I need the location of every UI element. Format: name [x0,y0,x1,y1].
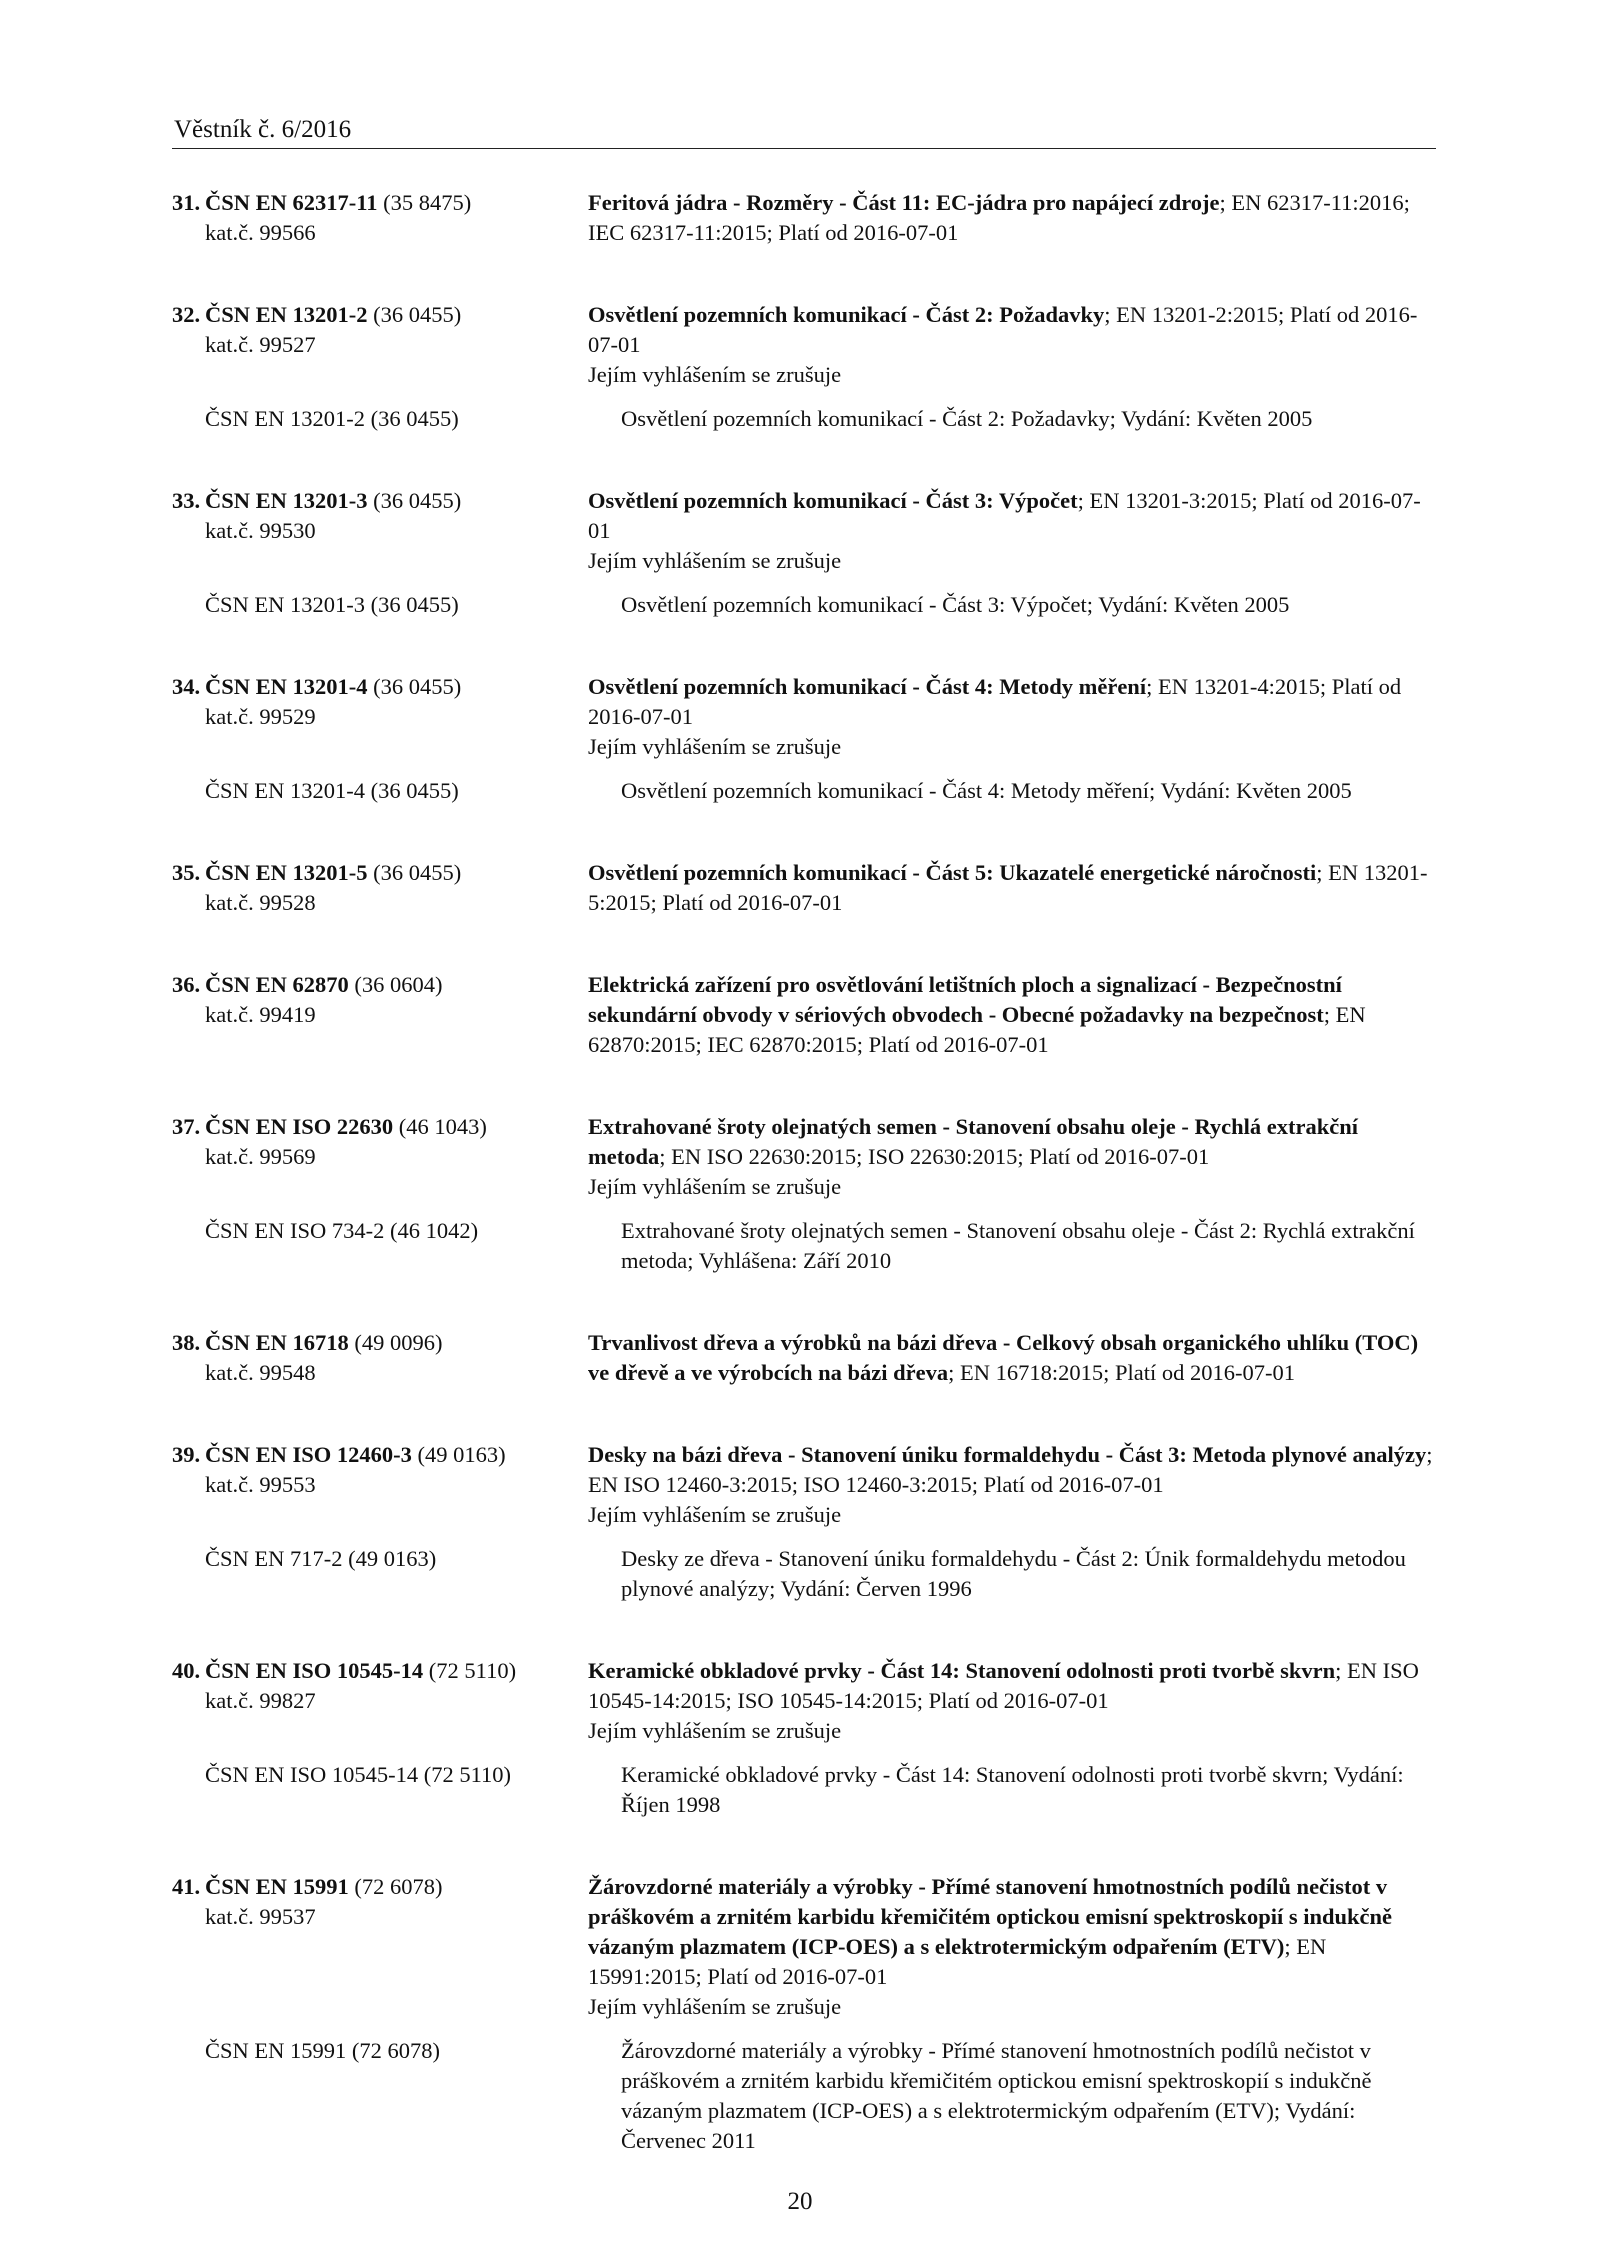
standard-title: Osvětlení pozemních komunikací - Část 3: Výpočet [588,488,1078,513]
entry-identifier [172,672,588,762]
entry-number: 41. [172,1874,201,1899]
replaced-standard-row [172,1216,1436,1276]
replaced-standard-row [172,2036,1436,2156]
standard-title: Extrahované šroty olejnatých semen - Stanovení obsahu oleje - Rychlá extrakční metoda [588,1114,1359,1169]
entry-description [588,1440,1436,1530]
standard-entry [172,1112,1436,1276]
classification-code: (36 0455) [373,302,462,327]
standard-id: 62870 [292,972,349,997]
catalog-number: kat.č. 99530 [205,518,316,543]
classification-code: (35 8475) [383,190,472,215]
standard-title: Trvanlivost dřeva a výrobků na bázi dřeva - Celkový obsah organického uhlíku (TOC) ve dřevě a ve výrobcích na bázi dřeva [588,1330,1419,1385]
entry-main-row [172,1112,1436,1202]
replaced-standard-text: Osvětlení pozemních komunikací - Část 3: Výpočet; Vydání: Květen 2005 [621,592,1290,617]
classification-code: (72 5110) [428,1658,517,1683]
cancellation-note: Jejím vyhlášením se zrušuje [588,1174,842,1199]
entry-number: 40. [172,1658,201,1683]
catalog-number: kat.č. 99528 [205,890,316,915]
standard-entry [172,672,1436,806]
cancellation-note: Jejím vyhlášením se zrušuje [588,362,842,387]
entry-main-row [172,1328,1436,1388]
entry-main-row [172,672,1436,762]
standard-entry [172,1872,1436,2156]
entry-main-row [172,1440,1436,1530]
replaced-standard-id: ČSN EN 13201-3 (36 0455) [205,592,459,617]
replaced-standard-id: ČSN EN 13201-2 (36 0455) [205,406,459,431]
replaced-standard-text: Osvětlení pozemních komunikací - Část 4: Metody měření; Vydání: Květen 2005 [621,778,1352,803]
standard-id: 13201-5 [292,860,368,885]
standard-prefix: ČSN EN [205,972,293,997]
standard-entry [172,300,1436,434]
replaced-standard-text: Osvětlení pozemních komunikací - Část 2: Požadavky; Vydání: Květen 2005 [621,406,1313,431]
standards-list [172,188,1436,2208]
standard-details: ; EN 62870:2015; IEC 62870:2015; Platí od 2016-07-01 [588,1002,1366,1057]
standard-details: ; EN 16718:2015; Platí od 2016-07-01 [948,1360,1296,1385]
replaced-standard-text: Extrahované šroty olejnatých semen - Stanovení obsahu oleje - Část 2: Rychlá extrakční metoda; Vyhlášena: Září 2010 [621,1218,1415,1273]
standard-details: ; EN 62317-11:2016; IEC 62317-11:2015; Platí od 2016-07-01 [588,190,1410,245]
entry-description [588,672,1436,762]
standard-id: 10545-14 [336,1658,424,1683]
replaced-standard-text: Žárovzdorné materiály a výrobky - Přímé stanovení hmotnostních podílů nečistot v práškovém a zrnitém karbidu křemičitém optickou emisní spektroskopií s indukčně vázaným plazmatem (ICP-OES) a s elektrotermickým odpařením (ETV); Vydání: Červenec 2011 [621,2038,1372,2153]
replaced-standard-id: ČSN EN ISO 734-2 (46 1042) [205,1218,479,1243]
standard-prefix: ČSN EN [205,190,293,215]
standard-details: ; EN 13201-5:2015; Platí od 2016-07-01 [588,860,1428,915]
standard-details: ; EN 13201-4:2015; Platí od 2016-07-01 [588,674,1402,729]
entry-description [588,188,1436,248]
entry-identifier [172,300,588,390]
standard-prefix: ČSN EN ISO [205,1442,337,1467]
entry-description [588,1872,1436,2022]
classification-code: (49 0096) [354,1330,443,1355]
entry-identifier [172,1328,588,1388]
replaced-standard-row [172,1544,1436,1604]
catalog-number: kat.č. 99569 [205,1144,316,1169]
standard-entry [172,486,1436,620]
standard-details: ; EN 15991:2015; Platí od 2016-07-01 [588,1934,1327,1989]
standard-prefix: ČSN EN [205,860,293,885]
standard-title: Keramické obkladové prvky - Část 14: Stanovení odolnosti proti tvorbě skvrn [588,1658,1336,1683]
classification-code: (46 1043) [398,1114,487,1139]
entry-identifier [172,970,588,1060]
standard-prefix: ČSN EN [205,1330,293,1355]
bulletin-title: Věstník č. 6/2016 [174,116,352,143]
entry-number: 36. [172,972,201,997]
entry-main-row [172,1656,1436,1746]
cancellation-note: Jejím vyhlášením se zrušuje [588,1994,842,2019]
standard-id: 22630 [336,1114,394,1139]
catalog-number: kat.č. 99553 [205,1472,316,1497]
replaced-standard-id: ČSN EN 717-2 (49 0163) [205,1546,437,1571]
standard-details: ; EN ISO 12460-3:2015; ISO 12460-3:2015; Platí od 2016-07-01 [588,1442,1433,1497]
cancellation-note: Jejím vyhlášením se zrušuje [588,1718,842,1743]
standard-id: 15991 [292,1874,349,1899]
standard-title: Desky na bázi dřeva - Stanovení úniku formaldehydu - Část 3: Metoda plynové analýzy [588,1442,1427,1467]
entry-number: 31. [172,190,201,215]
entry-number: 39. [172,1442,201,1467]
standard-title: Osvětlení pozemních komunikací - Část 2: Požadavky [588,302,1105,327]
entry-description [588,858,1436,918]
entry-description [588,970,1436,1060]
standard-entry [172,188,1436,248]
standard-prefix: ČSN EN ISO [205,1658,337,1683]
standard-title: Feritová jádra - Rozměry - Část 11: EC-jádra pro napájecí zdroje [588,190,1220,215]
entry-number: 34. [172,674,201,699]
catalog-number: kat.č. 99419 [205,1002,316,1027]
entry-identifier [172,858,588,918]
standard-id: 62317-11 [292,190,378,215]
replaced-standard-row [172,404,1436,434]
standard-entry [172,1328,1436,1388]
entry-main-row [172,858,1436,918]
classification-code: (36 0455) [373,488,462,513]
standard-entry [172,970,1436,1060]
standard-title: Osvětlení pozemních komunikací - Část 5: Ukazatelé energetické náročnosti [588,860,1317,885]
page-header [172,112,1436,149]
standard-details: ; EN ISO 22630:2015; ISO 22630:2015; Platí od 2016-07-01 [659,1144,1210,1169]
entry-identifier [172,1440,588,1530]
standard-title: Žárovzdorné materiály a výrobky - Přímé stanovení hmotnostních podílů nečistot v práškovém a zrnitém karbidu křemičitém optickou emisní spektroskopií s indukčně vázaným plazmatem (ICP-OES) a s elektrotermickým odpařením (ETV) [588,1874,1393,1959]
entry-number: 38. [172,1330,201,1355]
entry-main-row [172,486,1436,576]
classification-code: (36 0455) [373,860,462,885]
entry-number: 37. [172,1114,201,1139]
standard-id: 13201-3 [292,488,368,513]
standard-id: 13201-2 [292,302,368,327]
entry-description [588,486,1436,576]
classification-code: (36 0455) [373,674,462,699]
entry-description [588,1656,1436,1746]
catalog-number: kat.č. 99529 [205,704,316,729]
entry-main-row [172,970,1436,1060]
cancellation-note: Jejím vyhlášením se zrušuje [588,548,842,573]
replaced-standard-id: ČSN EN 13201-4 (36 0455) [205,778,459,803]
catalog-number: kat.č. 99537 [205,1904,316,1929]
entry-main-row [172,300,1436,390]
classification-code: (72 6078) [354,1874,443,1899]
replaced-standard-row [172,776,1436,806]
standard-prefix: ČSN EN [205,302,293,327]
standard-prefix: ČSN EN [205,674,293,699]
standard-entry [172,1656,1436,1820]
standard-id: 16718 [292,1330,349,1355]
cancellation-note: Jejím vyhlášením se zrušuje [588,1502,842,1527]
catalog-number: kat.č. 99548 [205,1360,316,1385]
entry-identifier [172,486,588,576]
replaced-standard-id: ČSN EN 15991 (72 6078) [205,2038,440,2063]
entry-identifier [172,1656,588,1746]
entry-description [588,1112,1436,1202]
standard-entry [172,1440,1436,1604]
standard-id: 12460-3 [336,1442,412,1467]
page-number: 20 [787,2188,813,2215]
replaced-standard-text: Desky ze dřeva - Stanovení úniku formaldehydu - Část 2: Únik formaldehydu metodou plynové analýzy; Vydání: Červen 1996 [621,1546,1406,1601]
entry-identifier [172,188,588,248]
standard-prefix: ČSN EN [205,1874,293,1899]
catalog-number: kat.č. 99566 [205,220,316,245]
classification-code: (49 0163) [417,1442,506,1467]
entry-main-row [172,1872,1436,2022]
standard-id: 13201-4 [292,674,368,699]
entry-main-row [172,188,1436,248]
entry-identifier [172,1112,588,1202]
standard-details: ; EN 13201-2:2015; Platí od 2016-07-01 [588,302,1418,357]
replaced-standard-row [172,590,1436,620]
standard-title: Osvětlení pozemních komunikací - Část 4: Metody měření [588,674,1147,699]
standard-entry [172,858,1436,918]
standard-details: ; EN ISO 10545-14:2015; ISO 10545-14:2015; Platí od 2016-07-01 [588,1658,1419,1713]
entry-description [588,1328,1436,1388]
entry-number: 33. [172,488,201,513]
entry-number: 35. [172,860,201,885]
replaced-standard-id: ČSN EN ISO 10545-14 (72 5110) [205,1762,512,1787]
standard-details: ; EN 13201-3:2015; Platí od 2016-07-01 [588,488,1421,543]
entry-identifier [172,1872,588,2022]
replaced-standard-row [172,1760,1436,1820]
cancellation-note: Jejím vyhlášením se zrušuje [588,734,842,759]
standard-title: Elektrická zařízení pro osvětlování letištních ploch a signalizací - Bezpečnostní sekundární obvody v sériových obvodech - Obecné požadavky na bezpečnost [588,972,1342,1027]
entry-description [588,300,1436,390]
catalog-number: kat.č. 99527 [205,332,316,357]
classification-code: (36 0604) [354,972,443,997]
catalog-number: kat.č. 99827 [205,1688,316,1713]
standard-prefix: ČSN EN [205,488,293,513]
entry-number: 32. [172,302,201,327]
standard-prefix: ČSN EN ISO [205,1114,337,1139]
replaced-standard-text: Keramické obkladové prvky - Část 14: Stanovení odolnosti proti tvorbě skvrn; Vydání: Říjen 1998 [621,1762,1404,1817]
